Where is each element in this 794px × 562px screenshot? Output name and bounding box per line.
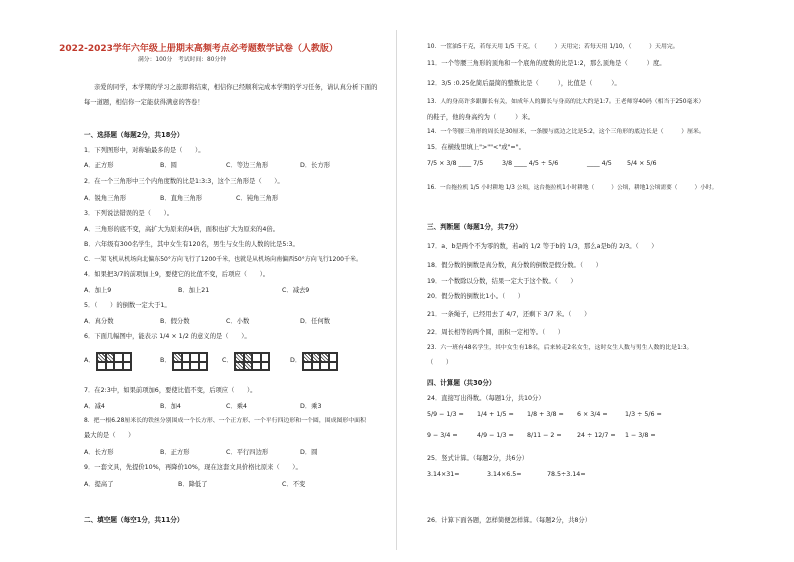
question-2: 2．在一个三角形中三个内角度数的比是1:3:3，这个三角形是（ ）。 xyxy=(84,178,284,185)
q25-item-3[interactable]: 78.5÷3.14= xyxy=(547,471,586,478)
question-7: 7．在2:3中，如果前项加6，要使比值不变，后项应（ ）。 xyxy=(84,387,257,394)
q9-option-a[interactable]: A．提高了 xyxy=(84,481,114,488)
q1-option-c[interactable]: C．等边三角形 xyxy=(226,162,269,169)
q24-row2-item-2[interactable]: 4/9 − 1/3 = xyxy=(477,432,514,439)
q6-figure-a xyxy=(96,352,132,371)
question-23: 23．六一班有48名学生，其中女生有18名，后来转走2名女生，这时女生人数与男生人数的比是1:3。 xyxy=(427,345,693,351)
q7-option-c[interactable]: C．乘4 xyxy=(226,403,247,410)
q24-row1-item-1[interactable]: 5/9 − 1/3 = xyxy=(427,411,464,418)
q6-figure-b xyxy=(172,352,208,371)
intro-line-1: 亲爱的同学，本学期的学习之旅即将结束，相信你已经顺利完成本学期的学习任务，请认真分析下面的 xyxy=(94,84,378,91)
page-title: 2022-2023学年六年级上册期末高频考点必考题数学试卷（人教版） xyxy=(59,44,338,54)
q15-item-1[interactable]: 7/5 × 3/8 ____ 7/5 xyxy=(427,160,484,167)
q24-row1-item-4[interactable]: 6 × 3/4 = xyxy=(577,411,608,418)
q2-option-b[interactable]: B．直角三角形 xyxy=(160,195,203,202)
q24-row2-item-1[interactable]: 9 − 3/4 = xyxy=(427,432,458,439)
q7-option-b[interactable]: B．加4 xyxy=(160,403,181,410)
question-8-cont: 最大的是（ ） xyxy=(84,432,135,439)
q6-option-c[interactable]: C． xyxy=(222,357,233,364)
q25-item-1[interactable]: 3.14×31= xyxy=(427,471,460,478)
q1-option-a[interactable]: A．正方形 xyxy=(84,162,114,169)
q7-option-a[interactable]: A．减4 xyxy=(84,403,105,410)
q9-option-b[interactable]: B．降低了 xyxy=(178,481,208,488)
q15-item-4[interactable]: 5/4 × 5/6 xyxy=(627,160,657,167)
question-20: 20．假分数的倒数比1小。（ ） xyxy=(427,293,525,300)
q3-option-a[interactable]: A．三角形的底不变，高扩大为原来的4倍，面积也扩大为原来的4倍。 xyxy=(84,226,279,233)
q4-option-a[interactable]: A．加上9 xyxy=(84,287,112,294)
question-12: 12．3/5 :0.25化简后最简的整数比是（ ），比值是（ ）。 xyxy=(427,80,621,87)
question-6: 6．下面几幅图中，能表示 1/4 × 1/2 的意义的是（ ）。 xyxy=(84,333,251,340)
question-24: 24．直接写出得数。（每题1分，共10分） xyxy=(427,395,545,402)
q3-option-c[interactable]: C．一架飞机从机场向北偏东50°方向飞行了1200千米，也就是从机场向南偏西50°方向飞行1200千米。 xyxy=(84,256,362,263)
q9-option-c[interactable]: C．不变 xyxy=(282,481,306,488)
question-22: 22．周长相等的两个圆，面积一定相等。（ ） xyxy=(427,329,565,336)
question-15: 15．在横线里填上">""<"或"="。 xyxy=(427,144,525,151)
question-23-cont: （ ） xyxy=(427,359,453,366)
q1-option-d[interactable]: D．长方形 xyxy=(300,162,331,169)
q6-option-d[interactable]: D． xyxy=(290,357,302,364)
intro-line-2: 每一道题，相信你一定能获得满意的答卷！ xyxy=(84,99,204,106)
q15-item-2[interactable]: 3/8 ____ 4/5 ÷ 5/6 xyxy=(502,160,559,167)
question-1: 1．下列图形中，对称轴最多的是（ ）。 xyxy=(84,147,205,154)
q24-row2-item-4[interactable]: 24 ÷ 12/7 = xyxy=(577,432,616,439)
question-19: 19．一个数除以分数，结果一定大于这个数。（ ） xyxy=(427,278,577,285)
question-11: 11．一个等腰三角形的顶角和一个底角的度数的比是1:2，那么顶角是（ ）度。 xyxy=(427,60,666,67)
question-8: 8．把一根6.28厘米长的铁丝分别围成一个长方形、一个正方形、一个平行四边形和一个圆，围成图形中面积 xyxy=(84,418,366,424)
q5-option-b[interactable]: B．假分数 xyxy=(160,318,190,325)
q2-option-c[interactable]: C．钝角三角形 xyxy=(236,195,279,202)
question-26: 26．计算下面各题，怎样简便怎样算。（每题2分，共8分） xyxy=(427,517,592,524)
question-18: 18．假分数的倒数是真分数，真分数的倒数是假分数。（ ） xyxy=(427,262,602,269)
question-9: 9．一套文具，先提价10%，再降价10%，现在这套文具价格比原来（ ）。 xyxy=(84,464,302,471)
q24-row1-item-2[interactable]: 1/4 + 1/5 = xyxy=(477,411,514,418)
q8-option-d[interactable]: D．圆 xyxy=(300,449,318,456)
question-5: 5．（ ）的倒数一定大于1。 xyxy=(84,302,171,309)
q24-row2-item-3[interactable]: 8/11 − 2 = xyxy=(527,432,562,439)
q15-item-3[interactable]: ____ 4/5 xyxy=(587,160,612,167)
q24-row1-item-5[interactable]: 1/3 ÷ 5/6 = xyxy=(625,411,662,418)
q2-option-a[interactable]: A．锐角三角形 xyxy=(84,195,127,202)
q8-option-b[interactable]: B．正方形 xyxy=(160,449,190,456)
q5-option-c[interactable]: C．小数 xyxy=(226,318,250,325)
question-17: 17．a、b是两个不为零的数，若a的 1/2 等于b的 1/3，那么a是b的 2/3。（ ） xyxy=(427,243,658,250)
q1-option-b[interactable]: B．圆 xyxy=(160,162,177,169)
q24-row2-item-5[interactable]: 1 − 3/8 = xyxy=(625,432,656,439)
section-choice-heading: 一、选择题（每题2分，共18分） xyxy=(84,131,184,139)
question-3: 3．下列说法错误的是（ ）。 xyxy=(84,210,174,217)
q24-row1-item-3[interactable]: 1/8 + 3/8 = xyxy=(527,411,564,418)
question-13-cont: 的鞋子，他的身高约为（ ）米。 xyxy=(427,114,535,121)
q6-figure-d xyxy=(302,352,338,371)
q8-option-a[interactable]: A．长方形 xyxy=(84,449,114,456)
section-judge-heading: 三、判断题（每题1分，共7分） xyxy=(427,223,522,231)
section-calc-heading: 四、计算题（共30分） xyxy=(427,379,496,387)
question-16: 16．一台拖拉机 1/5 小时耕地 1/3 公顷，这台拖拉机1小时耕地（ ）公顷，耕地1公顷需要（ ）小时。 xyxy=(427,185,718,191)
right-column xyxy=(397,0,794,562)
q6-figure-c xyxy=(234,352,270,371)
q4-option-b[interactable]: B．加上21 xyxy=(178,287,210,294)
q8-option-c[interactable]: C．平行四边形 xyxy=(226,449,269,456)
question-25: 25．竖式计算。（每题2分，共6分） xyxy=(427,455,529,462)
question-14: 14．一个等腰三角形的周长是30厘米，一条腰与底边之比是5:2，这个三角形的底边长是（ ）厘米。 xyxy=(427,129,705,135)
q7-option-d[interactable]: D．乘3 xyxy=(300,403,322,410)
q6-option-a[interactable]: A． xyxy=(84,357,95,364)
q6-option-b[interactable]: B． xyxy=(160,357,171,364)
section-fill-heading: 二、填空题（每空1分，共11分） xyxy=(84,516,184,524)
q3-option-b[interactable]: B．六年级有300名学生，其中女生有120名，男生与女生的人数的比是5:3。 xyxy=(84,241,299,248)
question-4: 4．如果把3/7的前项加上9，要使它的比值不变，后项应（ ）。 xyxy=(84,271,270,278)
question-10: 10．一筐油5千克，若每天用 1/5 千克，（ ）天用完；若每天用 1/10，（ ）天用完。 xyxy=(427,44,679,50)
q25-item-2[interactable]: 3.14×6.5= xyxy=(487,471,522,478)
question-21: 21．一条绳子，已经用去了 4/7，还剩下 3/7 米。（ ） xyxy=(427,311,591,318)
exam-meta: 满分：100分 考试时间：80分钟 xyxy=(138,57,227,63)
question-13: 13．人的身高许多跟脚长有关，如成年人的脚长与身高的比大约是1:7。王老师穿40码（相当于250毫米） xyxy=(427,99,705,105)
q4-option-c[interactable]: C．减去9 xyxy=(282,287,310,294)
q5-option-d[interactable]: D．任何数 xyxy=(300,318,331,325)
q5-option-a[interactable]: A．真分数 xyxy=(84,318,114,325)
